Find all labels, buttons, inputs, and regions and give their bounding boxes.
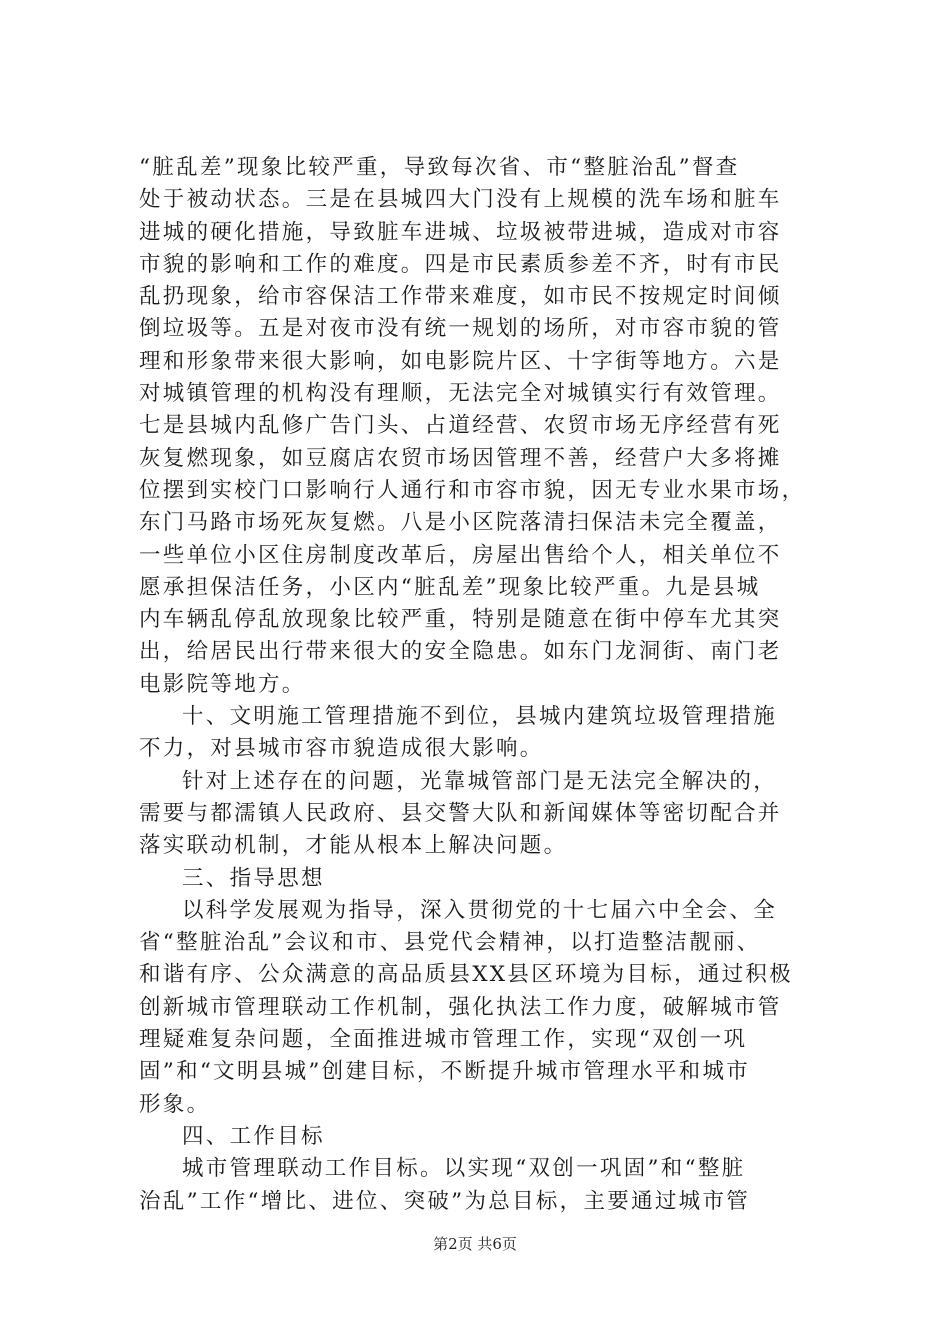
text-line: 乱扔现象，给市容保洁工作带来难度，如市民不按规定时间倾 [139, 284, 782, 310]
text-line: 针对上述存在的问题，光靠城管部门是无法完全解决的， [182, 768, 778, 794]
text-line: 十、文明施工管理措施不到位，县城内建筑垃圾管理措施 [182, 704, 778, 730]
text-line: 七是县城内乱修广告门头、占道经营、农贸市场无序经营有死 [139, 413, 782, 439]
text-line: 进城的硬化措施，导致脏车进城、垃圾被带进城，造成对市容 [139, 219, 782, 245]
text-line: 三、指导思想 [182, 865, 325, 891]
page-footer: 第2页 共6页 [433, 1235, 517, 1253]
text-line: 理和形象带来很大影响，如电影院片区、十字街等地方。六是 [139, 348, 782, 374]
text-line: 城市管理联动工作目标。以实现“双创一巩固”和“整脏 [182, 1156, 746, 1182]
text-line: 和谐有序、公众满意的高品质县XX县区环境为目标，通过积极 [139, 962, 794, 988]
text-line: 出，给居民出行带来很大的安全隐患。如东门龙洞街、南门老 [139, 639, 782, 665]
text-line: 落实联动机制，才能从根本上解决问题。 [139, 833, 568, 859]
text-line: 固”和“文明县城”创建目标，不断提升城市管理水平和城市 [139, 1059, 751, 1085]
text-line: 对城镇管理的机构没有理顺，无法完全对城镇实行有效管理。 [139, 381, 782, 407]
text-line: 倒垃圾等。五是对夜市没有统一规划的场所，对市容市貌的管 [139, 316, 782, 342]
text-line: “脏乱差”现象比较严重，导致每次省、市“整脏治乱”督查 [139, 155, 740, 180]
text-line: 灰复燃现象，如豆腐店农贸市场因管理不善，经营户大多将摊 [139, 445, 782, 471]
text-line: 创新城市管理联动工作机制，强化执法工作力度，破解城市管 [139, 994, 782, 1020]
text-line: 以科学发展观为指导，深入贯彻党的十七届六中全会、全 [182, 897, 778, 923]
text-line: 需要与都濡镇人民政府、县交警大队和新闻媒体等密切配合并 [139, 800, 782, 826]
text-line: 内车辆乱停乱放现象比较严重，特别是随意在街中停车尤其突 [139, 607, 782, 633]
text-line: 治乱”工作“增比、进位、突破”为总目标，主要通过城市管 [139, 1188, 751, 1214]
text-line: 不力，对县城市容市貌造成很大影响。 [139, 736, 544, 762]
text-line: 电影院等地方。 [139, 671, 306, 697]
text-line: 位摆到实校门口影响行人通行和市容市貌，因无专业水果市场， [139, 477, 806, 503]
document-body [139, 152, 839, 1218]
text-line: 理疑难复杂问题，全面推进城市管理工作，实现“双创一巩 [139, 1027, 748, 1053]
text-line: 东门马路市场死灰复燃。八是小区院落清扫保洁未完全覆盖， [139, 510, 782, 536]
text-line: 形象。 [139, 1091, 211, 1117]
text-line: 四、工作目标 [182, 1123, 325, 1149]
text-line: 一些单位小区住房制度改革后，房屋出售给个人，相关单位不 [139, 542, 782, 568]
text-line: 省“整脏治乱”会议和市、县党代会精神，以打造整洁靓丽、 [139, 930, 761, 956]
text-line: 愿承担保洁任务，小区内“脏乱差”现象比较严重。九是县城 [139, 574, 761, 600]
text-line: 市貌的影响和工作的难度。四是市民素质参差不齐，时有市民 [139, 251, 782, 277]
text-line: 处于被动状态。三是在县城四大门没有上规模的洗车场和脏车 [139, 187, 782, 213]
